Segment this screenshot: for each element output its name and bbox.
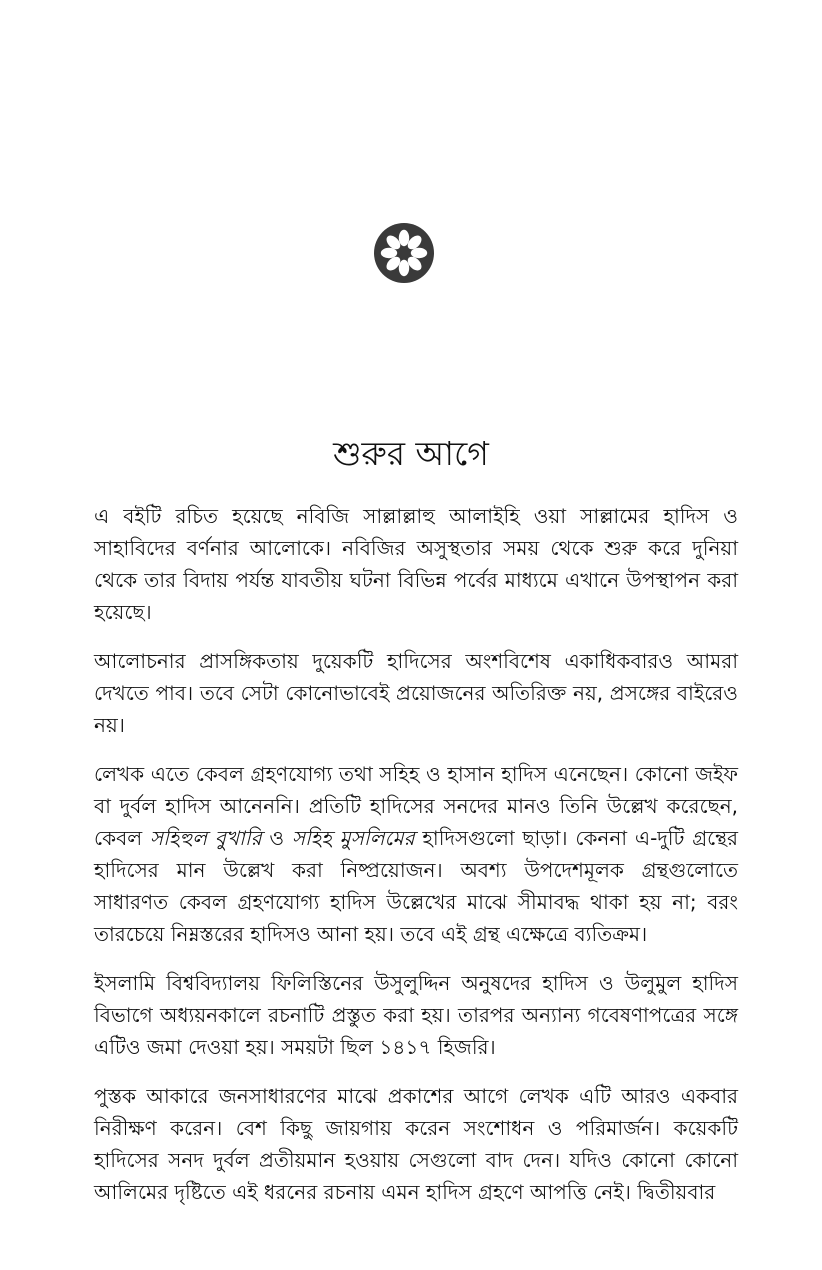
body-paragraph (94, 1080, 738, 1208)
body-paragraph (94, 645, 738, 741)
chapter-title: শুরুর আগে (333, 434, 489, 473)
paragraph-text: পুস্তক আকারে জনসাধারণের মাঝে প্রকাশের আগে লেখক এটি আরও একবার নিরীক্ষণ করেন। বেশ কিছু জায়গায় করেন সংশোধন ও পরিমার্জন। কয়েকটি হাদিসের সনদ দুর্বল প্রতীয়মান হওয়ায় সেগুলো বাদ দেন। যদিও কোনো কোনো আলিমের দৃষ্টিতে এই ধরনের রচনায় এমন হাদিস গ্রহণে আপত্তি নেই। দ্বিতীয়বার (94, 1084, 738, 1204)
book-title-italic: সহিহ মুসলিমের (291, 826, 415, 850)
paragraph-text: ও (261, 826, 292, 850)
body-paragraph (94, 967, 738, 1063)
paragraph-text: লেখক এতে কেবল গ্রহণযোগ্য তথা সহিহ ও হাসান হাদিস এনেছেন। কোনো জইফ বা দুর্বল হাদিস আনেননি। প্রতিটি হাদিসের সনদের মানও তিনি উল্লেখ করেছেন, কেবল (94, 762, 738, 850)
flower-ornament-icon (373, 222, 435, 284)
book-title-italic: সহিহুল বুখারি (149, 826, 262, 850)
paragraph-text: এ বইটি রচিত হয়েছে নবিজি সাল্লাল্লাহু আলাইহি ওয়া সাল্লামের হাদিস ও সাহাবিদের বর্ণনার আলোকে। নবিজির অসুস্থতার সময় থেকে শুরু করে দুনিয়া থেকে তার বিদায় পর্যন্ত যাবতীয় ঘটনা বিভিন্ন পর্বের মাধ্যমে এখানে উপস্থাপন করা হয়েছে। (94, 504, 738, 624)
body-paragraph (94, 758, 738, 950)
body-paragraph (94, 500, 738, 628)
paragraph-text: ইসলামি বিশ্ববিদ্যালয় ফিলিস্তিনের উসুলুদ্দিন অনুষদের হাদিস ও উলুমুল হাদিস বিভাগে অধ্যয়নকালে রচনাটি প্রস্তুত করা হয়। তারপর অন্যান্য গবেষণাপত্রের সঙ্গে এটিও জমা দেওয়া হয়। সময়টা ছিল ১৪১৭ হিজরি। (94, 971, 738, 1059)
paragraph-text: হাদিসগুলো ছাড়া। কেননা এ-দুটি গ্রন্থের হাদিসের মান উল্লেখ করা নিষ্প্রয়োজন। অবশ্য উপদেশমূলক গ্রন্থগুলোতে সাধারণত কেবল গ্রহণযোগ্য হাদিস উল্লেখের মাঝে সীমাবদ্ধ থাকা হয় না; বরং তারচেয়ে নিম্নস্তরের হাদিসও আনা হয়। তবে এই গ্রন্থ এক্ষেত্রে ব্যতিক্রম। (94, 826, 739, 946)
paragraph-text: আলোচনার প্রাসঙ্গিকতায় দুয়েকটি হাদিসের অংশবিশেষ একাধিকবারও আমরা দেখতে পাব। তবে সেটা কোনোভাবেই প্রয়োজনের অতিরিক্ত নয়, প্রসঙ্গের বাইরেও নয়। (94, 649, 738, 737)
chapter-body (94, 500, 738, 1225)
